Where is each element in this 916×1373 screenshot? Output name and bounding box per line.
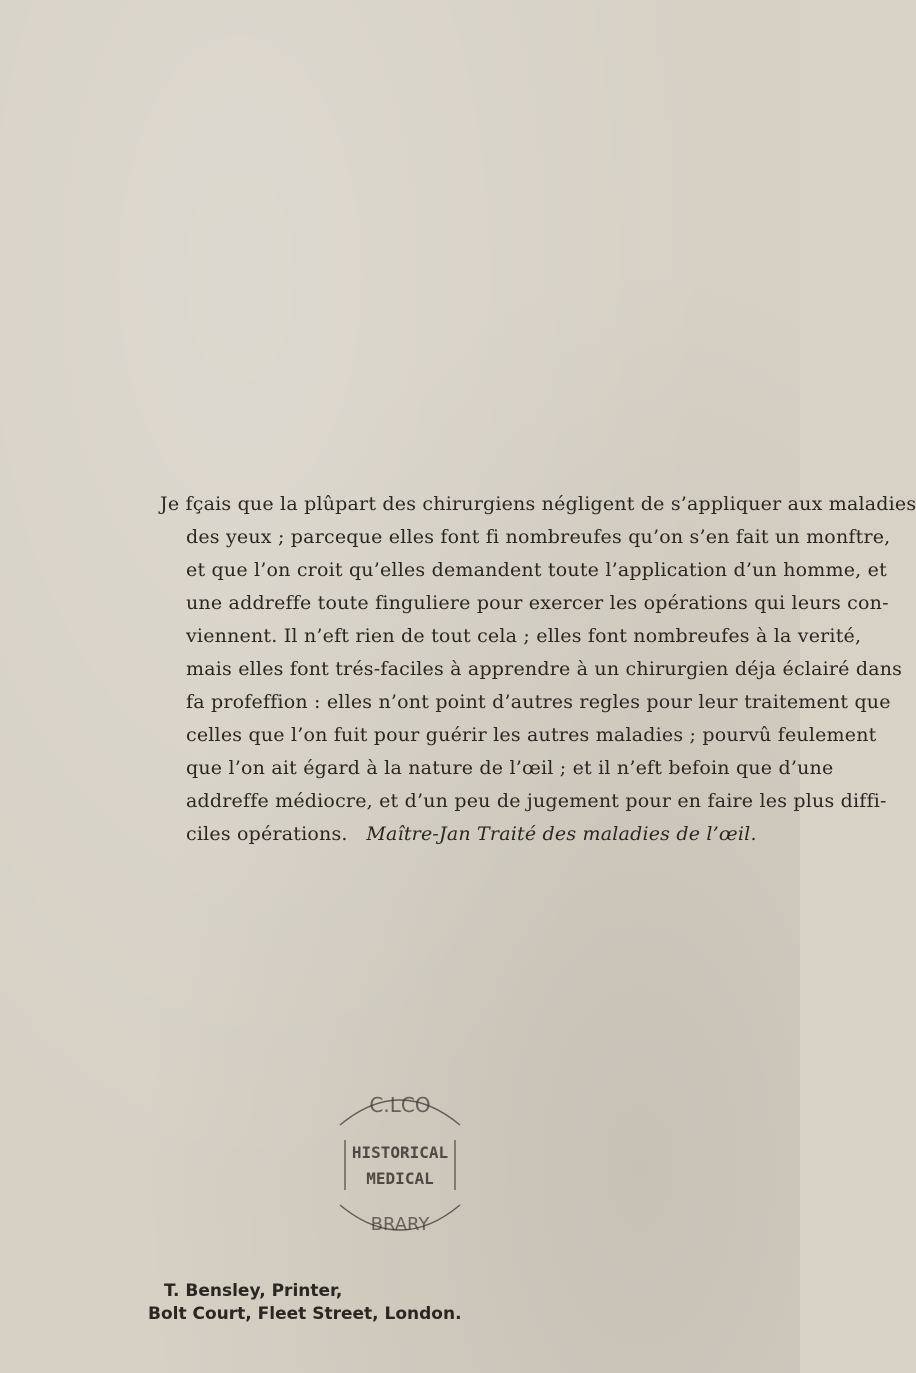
quote-source: Maître-Jan Traité des maladies de l’œil. — [366, 823, 757, 845]
library-stamp — [300, 1080, 500, 1250]
quote-line: celles que l’on fuit pour guérir les autres maladies ; pourvû feulement — [186, 724, 877, 746]
quote-line: des yeux ; parceque elles font fi nombreufes qu’on s’en fait un monftre, — [186, 526, 891, 548]
quote-line: fa profeffion : elles n’ont point d’autres regles pour leur traitement que — [186, 691, 891, 713]
epigraph-quote — [160, 488, 916, 851]
quote-line: viennent. Il n’eft rien de tout cela ; elles font nombreufes à la verité, — [186, 625, 862, 647]
printer-name: T. Bensley, Printer, — [164, 1281, 343, 1301]
printer-address: Bolt Court, Fleet Street, London. — [148, 1304, 462, 1324]
quote-line: et que l’on croit qu’elles demandent toute l’application d’un homme, et — [186, 559, 887, 581]
quote-line: une addreffe toute finguliere pour exercer les opérations qui leurs con- — [186, 592, 889, 614]
quote-line: ciles opérations. — [186, 823, 348, 845]
quote-line: addreffe médiocre, et d’un peu de jugement pour en faire les plus diffi- — [186, 790, 887, 812]
quote-line: que l’on ait égard à la nature de l’œil ; et il n’eft befoin que d’une — [186, 757, 834, 779]
quote-line: Je fçais que la plûpart des chirurgiens négligent de s’appliquer aux maladies — [160, 493, 916, 515]
stamp-top-text: C.LCO — [369, 1093, 431, 1117]
quote-line: mais elles font trés-faciles à apprendre à un chirurgien déja éclairé dans — [186, 658, 903, 680]
printer-imprint — [148, 1280, 548, 1326]
quote-last-line — [160, 818, 760, 851]
stamp-line-medical: MEDICAL — [366, 1169, 434, 1188]
stamp-line-historical: HISTORICAL — [351, 1143, 449, 1162]
stamp-bottom-text: BRARY — [370, 1214, 430, 1235]
